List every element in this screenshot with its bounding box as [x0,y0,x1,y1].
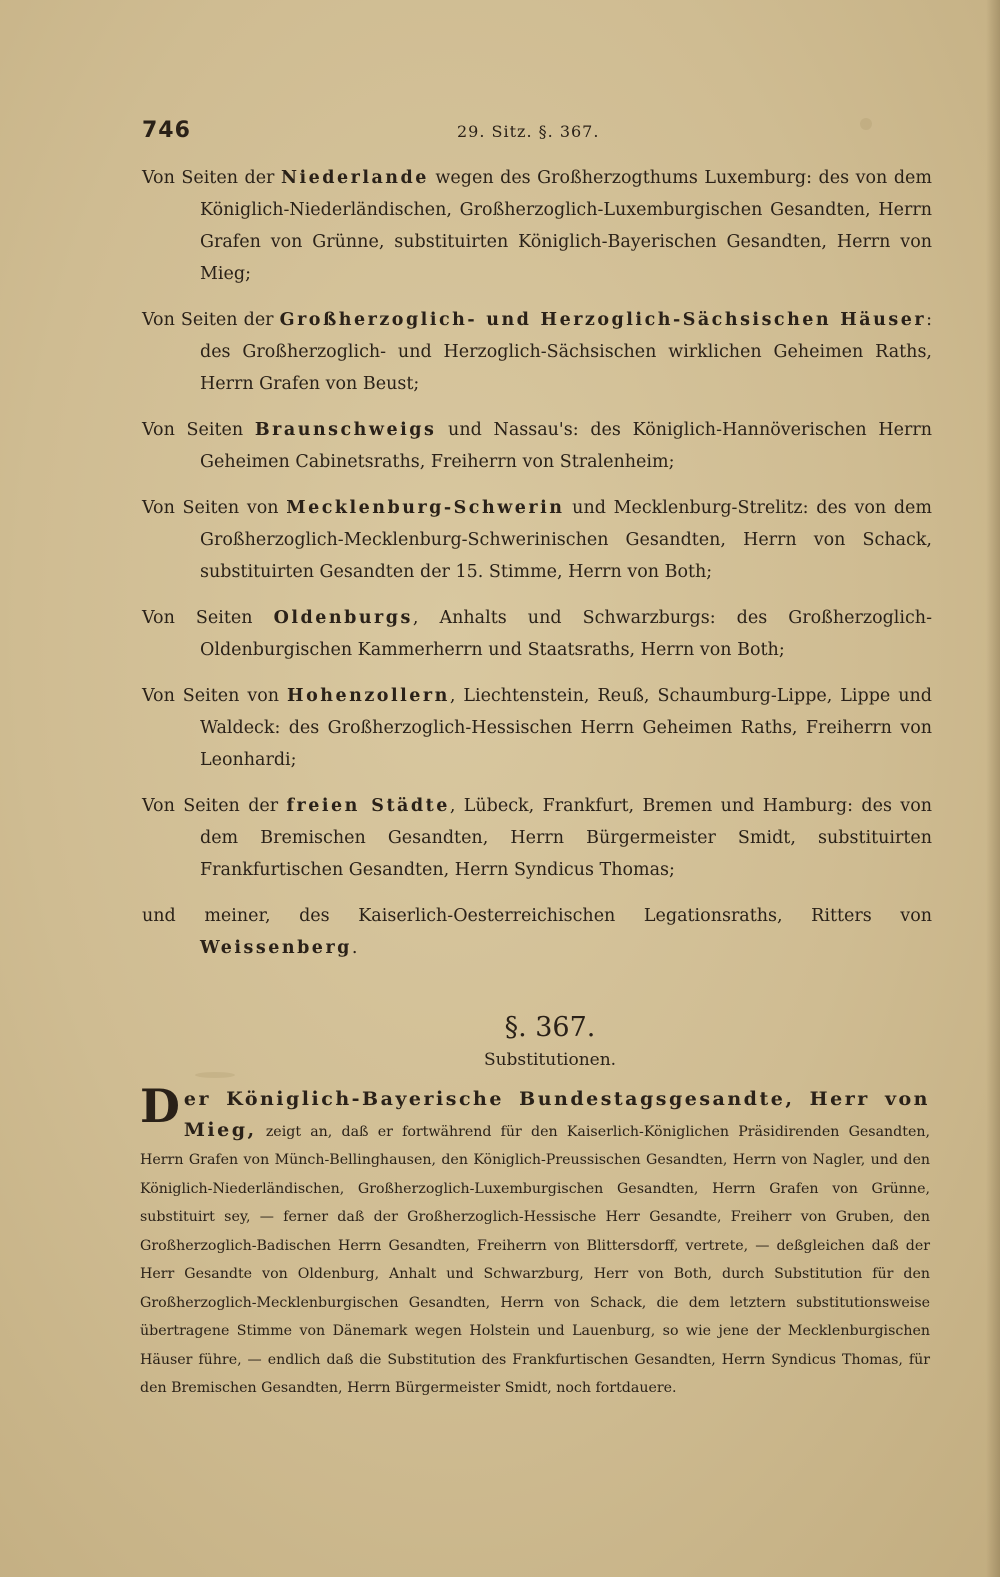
paragraph-text: , Anhalts und Schwarzburgs: des Großherzoglich-Oldenburgischen Kammerherrn und Staatsraths, Herrn von Both; [200,608,932,660]
paragraph-lead: Von Seiten von [142,498,287,518]
paragraph-lead: und meiner, des Kaiserlich-Oesterreichischen Legationsraths, Ritters von [142,906,932,926]
paragraph-text: und Nassau's: des Königlich-Hannöverischen Herrn Geheimen Cabinetsraths, Freiherrn von Stralenheim; [200,420,932,472]
paragraph-text: . [351,938,358,958]
paragraph-oldenburg [142,602,932,666]
paragraph-lead: Von Seiten der [142,168,281,188]
paragraph-lead: Von Seiten der [142,796,287,816]
page-number: 746 [142,118,191,143]
paragraph-brunswick [142,414,932,478]
delegates-list [142,162,932,978]
paragraph-free-cities [142,790,932,886]
paragraph-emphasis: Weissenberg [200,938,352,958]
paragraph-emphasis: freien Städte [286,796,450,816]
section-body [140,1079,930,1403]
paper-spot [195,1072,235,1078]
paragraph-text: , Liechtenstein, Reuß, Schaumburg-Lippe, Lippe und Waldeck: des Großherzoglich-Hessischen Herrn Geheimen Raths, Freiherrn von Leonhardi; [200,686,932,770]
paragraph-mecklenburg [142,492,932,588]
paragraph-lead: Von Seiten [142,608,274,628]
paragraph-text: und Mecklenburg-Strelitz: des von dem Großherzoglich-Mecklenburg-Schwerinischen Gesandten, Herrn von Schack, substituirten Gesandten der 15. Stimme, Herrn von Both; [200,498,932,582]
paragraph-emphasis: Großherzoglich- und Herzoglich-Sächsischen Häuser [279,310,927,330]
page-header [142,118,932,142]
paragraph-netherlands [142,162,932,290]
page-edge-shadow [986,0,1000,1577]
paragraph-text: , Lübeck, Frankfurt, Bremen und Hamburg: des von dem Bremischen Gesandten, Herrn Bürgermeister Smidt, substituirten Frankfurtischen Gesandten, Herrn Syndicus Thomas; [200,796,932,880]
section-subtitle: Substitutionen. [483,1050,617,1070]
paragraph-emphasis: Hohenzollern [287,686,450,706]
drop-cap: D [140,1079,180,1133]
paragraph-text: : des Großherzoglich- und Herzoglich-Sächsischen wirklichen Geheimen Raths, Herrn Grafen von Beust; [200,310,932,394]
paragraph-saxon-houses [142,304,932,400]
paragraph-lead: Von Seiten [142,420,255,440]
paragraph-lead: Von Seiten der [142,310,280,330]
paragraph-author [142,900,932,964]
paragraph-emphasis: Braunschweigs [254,420,437,440]
section-text: zeigt an, daß er fortwährend für den Kaiserlich-Königlichen Präsidirenden Gesandten, Herrn Grafen von Münch-Bellinghausen, den Königlich-Preussischen Gesandten, Herrn von Nagler, und den Königlich-Niederländischen, Großherzoglich-Luxemburgischen Gesandten, Herrn Grafen von Grünne, substituirt sey, — ferner daß der Großherzoglich-Hessische Herr Gesandte, Freiherr von Gruben, den Großherzoglich-Badischen Herrn Gesandten, Freiherrn von Blittersdorff, vertrete, — deßgleichen daß der Herr Gesandte von Oldenburg, Anhalt und Schwarzburg, Herr von Both, durch Substitution für den Großherzoglich-Mecklenburgischen Gesandten, Herrn von Schack, die dem letztern substitutionsweise übertragene Stimme von Dänemark wegen Holstein und Lauenburg, so wie jene der Mecklenburgischen Häuser führe, — endlich daß die Substitution des Frankfurtischen Gesandten, Herrn Syndicus Thomas, für den Bremischen Gesandten, Herrn Bürgermeister Smidt, noch fortdauere. [140,1123,930,1396]
paragraph-hohenzollern [142,680,932,776]
paragraph-text: wegen des Großherzogthums Luxemburg: des von dem Königlich-Niederländischen, Großherzoglich-Luxemburgischen Gesandten, Herrn Grafen von Grünne, substituirten Königlich-Bayerischen Gesandten, Herrn von Mieg; [200,168,932,284]
paragraph-emphasis: Oldenburgs [273,608,413,628]
paragraph-lead: Von Seiten von [142,686,288,706]
paragraph-emphasis: Mecklenburg-Schwerin [286,498,565,518]
section-number: §. 367. [504,1012,596,1043]
section-lead: er Königlich-Bayerische Bundestagsgesandte, Herr von Mieg, [183,1088,930,1141]
paragraph-emphasis: Niederlande [280,168,429,188]
running-head: 29. Sitz. §. 367. [457,122,600,141]
